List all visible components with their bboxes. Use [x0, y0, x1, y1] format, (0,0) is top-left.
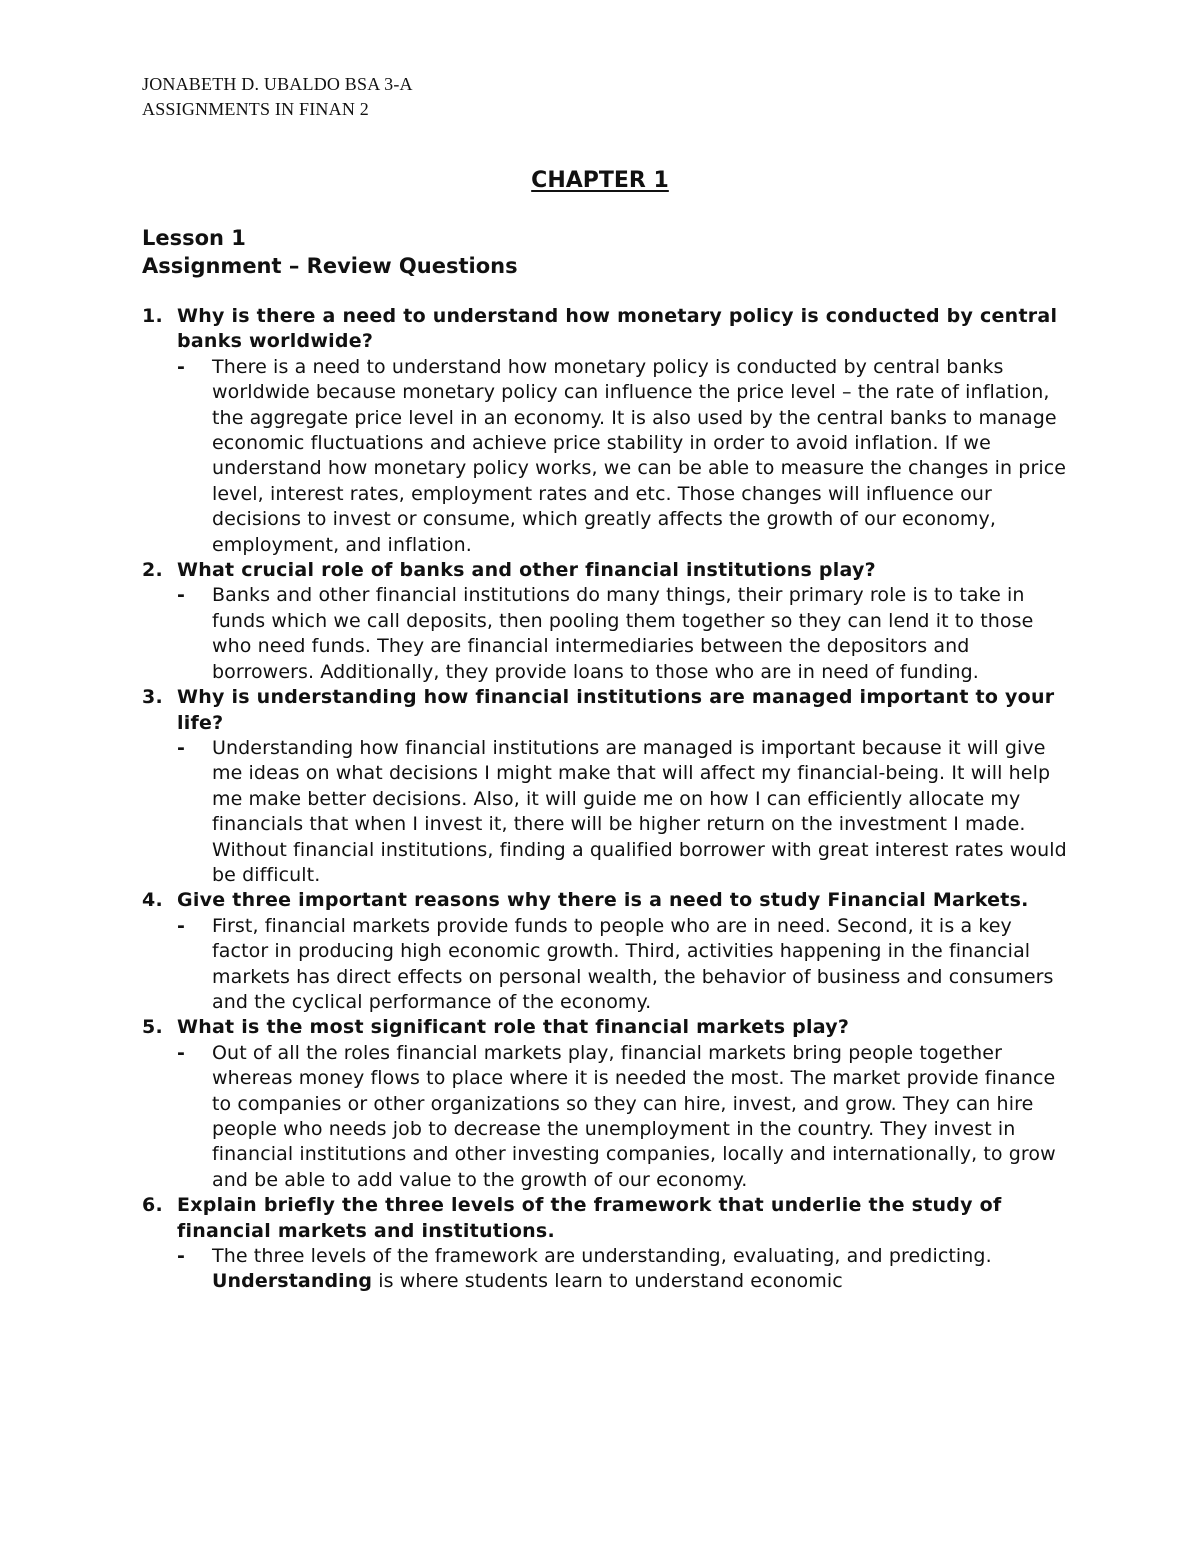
- answer-bullet: -: [177, 584, 185, 607]
- question-text: Give three important reasons why there is a need to study Financial Markets.: [177, 889, 1029, 912]
- question-item-5: [142, 1015, 1072, 1193]
- answer-bullet: -: [177, 1245, 185, 1268]
- answer-text-continuation: is where students learn to understand economic: [372, 1270, 843, 1293]
- question-item-3: [142, 685, 1072, 888]
- answer-text: Banks and other financial institutions do many things, their primary role is to take in funds which we call deposits, then pooling them together so they can lend it to those who need funds. They are financial intermediaries between the depositors and borrowers. Additionally, they provide loans to those who are in need of funding.: [212, 584, 1034, 683]
- answer: [177, 1041, 1072, 1193]
- question-text: What is the most significant role that financial markets play?: [177, 1016, 850, 1039]
- question-text: Why is there a need to understand how monetary policy is conducted by central banks worldwide?: [177, 305, 1058, 353]
- answer-text-intro: The three levels of the framework are understanding, evaluating, and predicting.: [212, 1245, 992, 1268]
- answer-text: First, financial markets provide funds to people who are in need. Second, it is a key factor in producing high economic growth. Third, activities happening in the financial markets has direct effects on personal wealth, the behavior of business and consumers and the cyclical performance of the economy.: [212, 914, 1054, 1013]
- lesson-heading: [142, 224, 518, 280]
- answer-text: There is a need to understand how monetary policy is conducted by central banks worldwide because monetary policy can influence the price level – the rate of inflation, the aggregate price level in an economy. It is also used by the central banks to manage economic fluctuations and achieve price stability in order to avoid inflation. If we understand how monetary policy works, we can be able to measure the changes in price level, interest rates, employment rates and etc. Those changes will influence our decisions to invest or consume, which greatly affects the growth of our economy, employment, and inflation.: [212, 355, 1067, 556]
- question-text: What crucial role of banks and other financial institutions play?: [177, 559, 876, 582]
- question: [142, 1015, 1072, 1040]
- question-number: 6.: [142, 1194, 163, 1217]
- answer-bullet: -: [177, 355, 185, 378]
- question-number: 3.: [142, 686, 163, 709]
- question-number: 2.: [142, 559, 163, 582]
- question-item-1: [142, 304, 1072, 558]
- question-text: Why is understanding how financial institutions are managed important to your life?: [177, 686, 1055, 734]
- question: [142, 888, 1072, 913]
- question: [142, 304, 1072, 355]
- answer-text: Out of all the roles financial markets play, financial markets bring people together whereas money flows to place where it is needed the most. The market provide finance to companies or other organizations so they can hire, invest, and grow. They can hire people who needs job to decrease the unemployment in the country. They invest in financial institutions and other investing companies, locally and internationally, to grow and be able to add value to the growth of our economy.: [212, 1041, 1056, 1191]
- answer-text-emphasis: Understanding: [212, 1270, 373, 1293]
- question-list: [142, 304, 1072, 1295]
- lesson-subtitle: Assignment – Review Questions: [142, 254, 518, 278]
- student-name-line: JONABETH D. UBALDO BSA 3-A: [142, 74, 413, 94]
- question: [142, 1193, 1072, 1244]
- question-number: 5.: [142, 1016, 163, 1039]
- answer-bullet: -: [177, 914, 185, 937]
- question-number: 4.: [142, 889, 163, 912]
- answer: [177, 355, 1072, 558]
- question-number: 1.: [142, 305, 163, 327]
- answer: [177, 1244, 1072, 1295]
- answer-bullet: -: [177, 1041, 185, 1064]
- answer: [177, 583, 1072, 685]
- answer-bullet: -: [177, 736, 185, 759]
- question: [142, 685, 1072, 736]
- question-text: Explain briefly the three levels of the framework that underlie the study of financial markets and institutions.: [177, 1194, 1002, 1242]
- question-item-2: [142, 558, 1072, 685]
- question-item-6: [142, 1193, 1072, 1295]
- lesson-title: Lesson 1: [142, 226, 246, 250]
- answer: [177, 914, 1072, 1016]
- chapter-heading: CHAPTER 1: [531, 168, 669, 193]
- document-header: [142, 72, 413, 122]
- answer-text: [212, 1244, 1072, 1295]
- question: [142, 558, 1072, 583]
- answer-text: Understanding how financial institutions are managed is important because it will give me ideas on what decisions I might make that will affect my financial-being. It will help me make better decisions. Also, it will guide me on how I can efficiently allocate my financials that when I invest it, there will be higher return on the investment I made. Without financial institutions, finding a qualified borrower with great interest rates would be difficult.: [212, 736, 1067, 886]
- question-item-4: [142, 888, 1072, 1015]
- course-line: ASSIGNMENTS IN FINAN 2: [142, 99, 369, 119]
- answer: [177, 736, 1072, 888]
